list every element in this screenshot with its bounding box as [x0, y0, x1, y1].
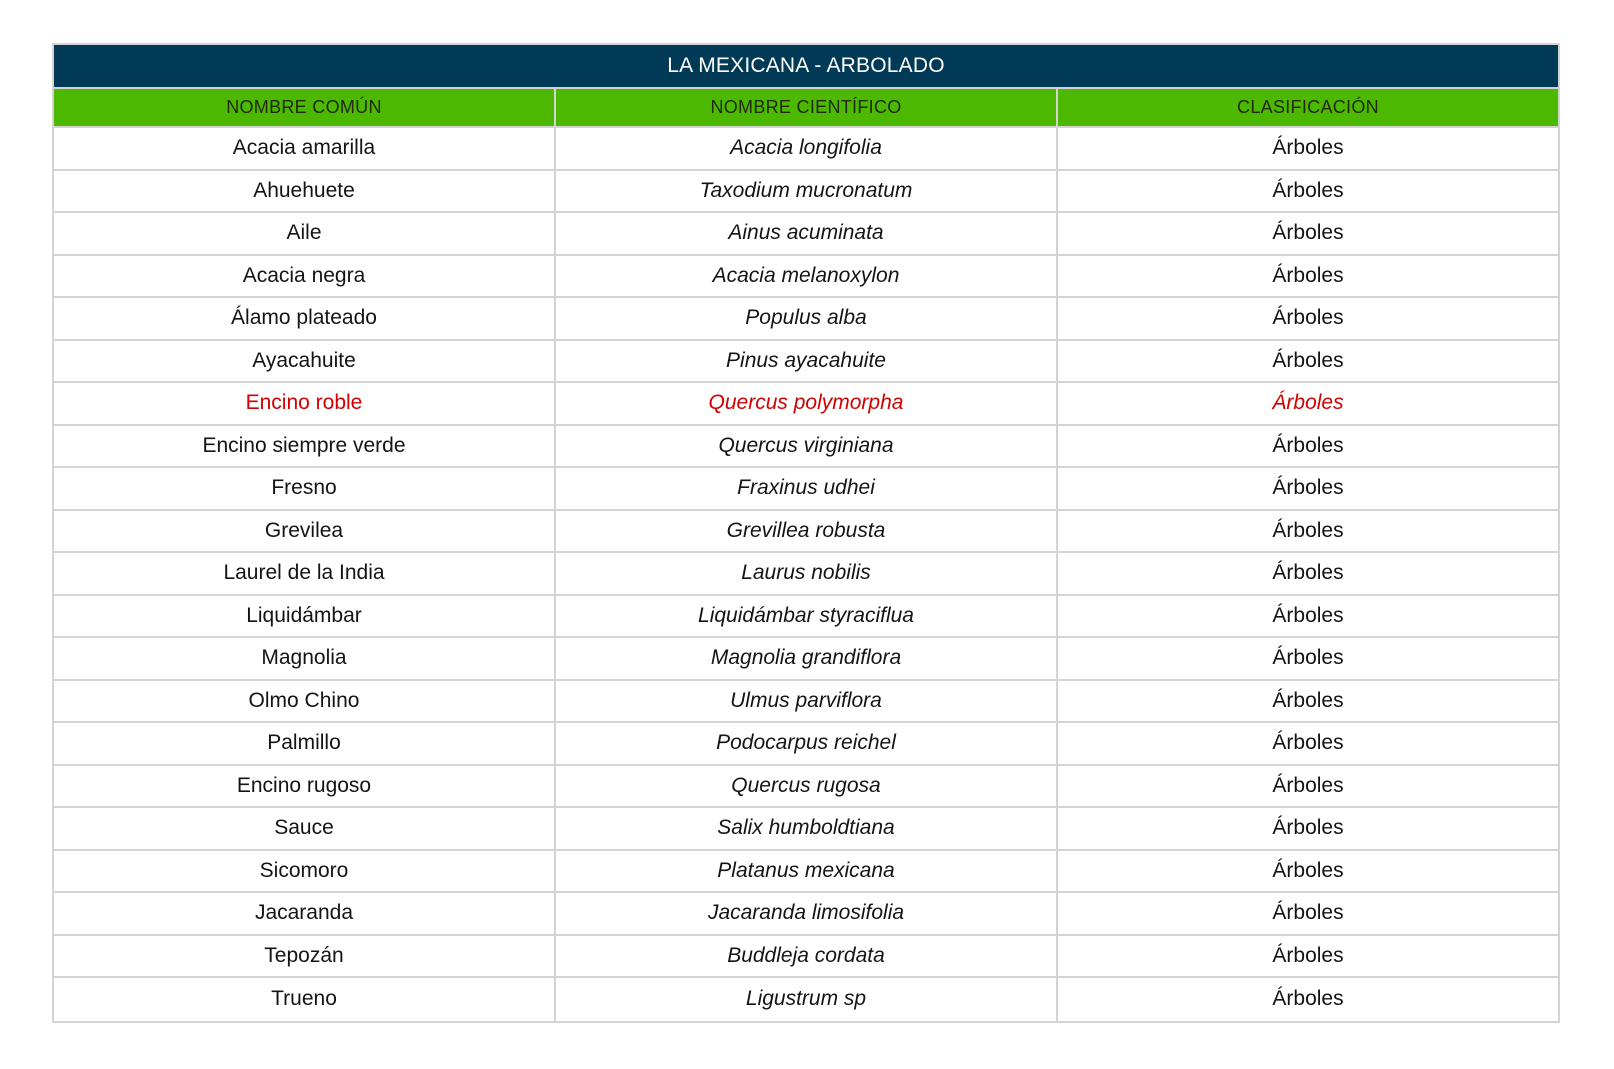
common-name-cell: Sicomoro — [54, 851, 556, 892]
table-row — [54, 808, 1558, 851]
scientific-name-cell: Ulmus parviflora — [556, 681, 1058, 722]
common-name-cell: Olmo Chino — [54, 681, 556, 722]
table-row — [54, 978, 1558, 1021]
common-name-cell: Acacia negra — [54, 256, 556, 297]
scientific-name-cell: Laurus nobilis — [556, 553, 1058, 594]
scientific-name-cell: Salix humboldtiana — [556, 808, 1058, 849]
classification-cell: Árboles — [1272, 518, 1344, 542]
table-row — [54, 851, 1558, 894]
table-row — [54, 511, 1558, 554]
common-name-cell: Álamo plateado — [54, 298, 556, 339]
common-name-cell: Palmillo — [54, 723, 556, 764]
scientific-name-cell: Podocarpus reichel — [556, 723, 1058, 764]
common-name-cell: Sauce — [54, 808, 556, 849]
classification-cell: Árboles — [1272, 773, 1344, 797]
common-name-cell: Acacia amarilla — [54, 128, 556, 169]
scientific-name-cell: Jacaranda limosifolia — [556, 893, 1058, 934]
table-row — [54, 468, 1558, 511]
scientific-name-cell: Populus alba — [556, 298, 1058, 339]
classification-cell: Árboles — [1272, 943, 1344, 967]
table-header-row — [54, 87, 1558, 128]
header-classification: CLASIFICACIÓN — [1237, 97, 1379, 117]
common-name-cell: Aile — [54, 213, 556, 254]
scientific-name-cell: Fraxinus udhei — [556, 468, 1058, 509]
scientific-name-cell: Ligustrum sp — [556, 978, 1058, 1021]
table-title: LA MEXICANA - ARBOLADO — [54, 45, 1558, 87]
scientific-name-cell: Magnolia grandiflora — [556, 638, 1058, 679]
scientific-name-cell: Grevillea robusta — [556, 511, 1058, 552]
classification-cell: Árboles — [1272, 391, 1344, 415]
table-row — [54, 426, 1558, 469]
classification-cell: Árboles — [1272, 646, 1344, 670]
classification-cell: Árboles — [1272, 603, 1344, 627]
scientific-name-cell: Ainus acuminata — [556, 213, 1058, 254]
table-row — [54, 128, 1558, 171]
classification-cell: Árboles — [1272, 221, 1344, 245]
common-name-cell: Fresno — [54, 468, 556, 509]
table-row — [54, 638, 1558, 681]
table-row — [54, 341, 1558, 384]
common-name-cell: Laurel de la India — [54, 553, 556, 594]
common-name-cell: Tepozán — [54, 936, 556, 977]
classification-cell: Árboles — [1272, 433, 1344, 457]
scientific-name-cell: Buddleja cordata — [556, 936, 1058, 977]
scientific-name-cell: Quercus polymorpha — [556, 383, 1058, 424]
common-name-cell: Ayacahuite — [54, 341, 556, 382]
common-name-cell: Grevilea — [54, 511, 556, 552]
classification-cell: Árboles — [1272, 688, 1344, 712]
table-row — [54, 681, 1558, 724]
table-row — [54, 553, 1558, 596]
common-name-cell: Ahuehuete — [54, 171, 556, 212]
table-body — [54, 128, 1558, 1021]
common-name-cell: Trueno — [54, 978, 556, 1021]
common-name-cell: Jacaranda — [54, 893, 556, 934]
table-row — [54, 723, 1558, 766]
classification-cell: Árboles — [1272, 136, 1344, 160]
table-row — [54, 766, 1558, 809]
classification-cell: Árboles — [1272, 476, 1344, 500]
scientific-name-cell: Acacia melanoxylon — [556, 256, 1058, 297]
classification-cell: Árboles — [1272, 263, 1344, 287]
table-row — [54, 936, 1558, 979]
table-row — [54, 893, 1558, 936]
classification-cell: Árboles — [1272, 987, 1344, 1011]
classification-cell: Árboles — [1272, 901, 1344, 925]
common-name-cell: Encino siempre verde — [54, 426, 556, 467]
common-name-cell: Encino roble — [54, 383, 556, 424]
common-name-cell: Encino rugoso — [54, 766, 556, 807]
classification-cell: Árboles — [1272, 348, 1344, 372]
species-table — [52, 43, 1560, 1023]
table-row — [54, 171, 1558, 214]
classification-cell: Árboles — [1272, 816, 1344, 840]
scientific-name-cell: Platanus mexicana — [556, 851, 1058, 892]
table-row — [54, 383, 1558, 426]
classification-cell: Árboles — [1272, 731, 1344, 755]
classification-cell: Árboles — [1272, 858, 1344, 882]
scientific-name-cell: Quercus rugosa — [556, 766, 1058, 807]
classification-cell: Árboles — [1272, 306, 1344, 330]
common-name-cell: Magnolia — [54, 638, 556, 679]
scientific-name-cell: Quercus virginiana — [556, 426, 1058, 467]
header-common-name: NOMBRE COMÚN — [54, 89, 556, 126]
classification-cell: Árboles — [1272, 178, 1344, 202]
table-row — [54, 213, 1558, 256]
table-row — [54, 596, 1558, 639]
classification-cell: Árboles — [1272, 561, 1344, 585]
table-row — [54, 256, 1558, 299]
common-name-cell: Liquidámbar — [54, 596, 556, 637]
scientific-name-cell: Pinus ayacahuite — [556, 341, 1058, 382]
header-scientific-name: NOMBRE CIENTÍFICO — [556, 89, 1058, 126]
scientific-name-cell: Taxodium mucronatum — [556, 171, 1058, 212]
scientific-name-cell: Liquidámbar styraciflua — [556, 596, 1058, 637]
table-row — [54, 298, 1558, 341]
scientific-name-cell: Acacia longifolia — [556, 128, 1058, 169]
